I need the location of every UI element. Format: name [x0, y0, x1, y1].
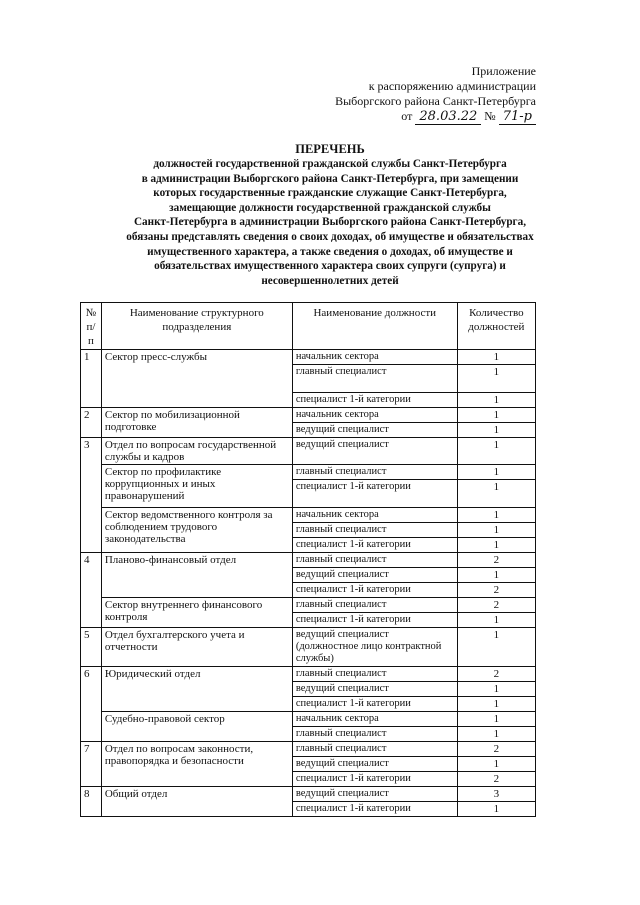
count-cell: 1 [457, 697, 535, 712]
table-row [81, 742, 536, 757]
table-row [81, 438, 536, 465]
row-number: 6 [81, 667, 102, 742]
count-cell: 1 [457, 802, 535, 817]
row-number: 4 [81, 553, 102, 628]
position-cell: главный специалист [292, 465, 457, 480]
count-cell: 1 [457, 682, 535, 697]
number-prefix: № [484, 109, 496, 123]
title-line: которых государственные гражданские служащие Санкт-Петербурга, [153, 187, 507, 200]
table-row [81, 408, 536, 423]
count-cell: 1 [457, 423, 535, 438]
position-cell: специалист 1-й категории [292, 538, 457, 553]
position-cell: ведущий специалист (должностное лицо контрактной службы) [292, 628, 457, 667]
unit-cell: Отдел по вопросам законности, правопорядка и безопасности [101, 742, 292, 787]
table-row [81, 712, 536, 727]
position-cell: главный специалист [292, 553, 457, 568]
count-cell: 1 [457, 508, 535, 523]
title-line: Санкт-Петербурга в администрации Выборгского района Санкт-Петербурга, [133, 216, 527, 229]
count-cell: 2 [457, 742, 535, 757]
table-header-row [81, 303, 536, 350]
position-cell: главный специалист [292, 598, 457, 613]
position-cell: главный специалист [292, 727, 457, 742]
row-number: 1 [81, 350, 102, 408]
handwritten-number: 71-р [499, 109, 536, 125]
count-cell: 1 [457, 438, 535, 465]
date-prefix: от [401, 109, 413, 123]
position-cell: ведущий специалист [292, 568, 457, 583]
title-line: замещающие должности государственной гражданской службы [169, 201, 491, 214]
position-cell: специалист 1-й категории [292, 480, 457, 508]
table-row [81, 508, 536, 523]
count-cell: 1 [457, 365, 535, 393]
count-cell: 1 [457, 568, 535, 583]
position-cell: главный специалист [292, 523, 457, 538]
count-cell: 1 [457, 538, 535, 553]
unit-cell: Общий отдел [101, 787, 292, 817]
table-row [81, 598, 536, 613]
count-cell: 2 [457, 598, 535, 613]
position-cell: ведущий специалист [292, 438, 457, 465]
title-heading: ПЕРЕЧЕНЬ [295, 142, 365, 156]
position-cell: специалист 1-й категории [292, 393, 457, 408]
unit-cell: Юридический отдел [101, 667, 292, 712]
title-line: обязаны представлять сведения о своих доходах, об имуществе и обязательствах [126, 230, 534, 243]
position-cell: ведущий специалист [292, 787, 457, 802]
unit-cell: Сектор по мобилизационной подготовке [101, 408, 292, 438]
title-line: в администрации Выборгского района Санкт-Петербурга, при замещении [141, 172, 519, 185]
positions-table [80, 302, 536, 817]
unit-cell: Отдел бухгалтерского учета и отчетности [101, 628, 292, 667]
position-cell: главный специалист [292, 667, 457, 682]
row-number: 8 [81, 787, 102, 817]
unit-cell: Сектор по профилактике коррупционных и иных правонарушений [101, 465, 292, 508]
unit-cell: Сектор внутреннего финансового контроля [101, 598, 292, 628]
count-cell: 1 [457, 465, 535, 480]
document-title [80, 141, 580, 288]
unit-cell: Сектор пресс-службы [101, 350, 292, 408]
count-cell: 1 [457, 757, 535, 772]
count-cell: 1 [457, 727, 535, 742]
position-cell: ведущий специалист [292, 757, 457, 772]
position-cell: начальник сектора [292, 350, 457, 365]
count-cell: 3 [457, 787, 535, 802]
count-cell: 1 [457, 408, 535, 423]
unit-cell: Отдел по вопросам государственной службы и кадров [101, 438, 292, 465]
row-number: 7 [81, 742, 102, 787]
position-cell: специалист 1-й категории [292, 802, 457, 817]
count-cell: 2 [457, 667, 535, 682]
position-cell: ведущий специалист [292, 682, 457, 697]
header-unit: Наименование структурного подразделения [101, 303, 292, 350]
count-cell: 1 [457, 523, 535, 538]
header-position: Наименование должности [292, 303, 457, 350]
count-cell: 1 [457, 350, 535, 365]
unit-cell: Сектор ведомственного контроля за соблюдением трудового законодательства [101, 508, 292, 553]
appendix-block [300, 64, 536, 124]
handwritten-date: 28.03.22 [415, 109, 481, 125]
count-cell: 1 [457, 480, 535, 508]
count-cell: 1 [457, 628, 535, 667]
row-number: 5 [81, 628, 102, 667]
header-count: Количество должностей [457, 303, 535, 350]
appendix-reference [300, 109, 536, 124]
title-line: несовершеннолетних детей [261, 274, 399, 287]
title-line: должностей государственной гражданской службы Санкт-Петербурга [153, 158, 507, 170]
title-line: обязательствах имущественного характера своих супруги (супруга) и [154, 260, 506, 273]
position-cell: главный специалист [292, 742, 457, 757]
position-cell: главный специалист [292, 365, 457, 393]
count-cell: 1 [457, 393, 535, 408]
position-cell: начальник сектора [292, 712, 457, 727]
position-cell: начальник сектора [292, 408, 457, 423]
table-row [81, 787, 536, 802]
position-cell: специалист 1-й категории [292, 697, 457, 712]
count-cell: 2 [457, 583, 535, 598]
appendix-line-3: Выборгского района Санкт-Петербурга [335, 94, 536, 108]
table-row [81, 350, 536, 365]
unit-cell: Судебно-правовой сектор [101, 712, 292, 742]
row-number: 2 [81, 408, 102, 438]
unit-cell: Планово-финансовый отдел [101, 553, 292, 598]
position-cell: ведущий специалист [292, 423, 457, 438]
appendix-line-2: к распоряжению администрации [368, 79, 536, 93]
count-cell: 2 [457, 772, 535, 787]
table-row [81, 667, 536, 682]
count-cell: 1 [457, 613, 535, 628]
table-row [81, 628, 536, 667]
header-num: № п/п [81, 303, 102, 350]
position-cell: специалист 1-й категории [292, 772, 457, 787]
table-row [81, 553, 536, 568]
table-row [81, 465, 536, 480]
row-number: 3 [81, 438, 102, 553]
position-cell: специалист 1-й категории [292, 613, 457, 628]
count-cell: 2 [457, 553, 535, 568]
position-cell: начальник сектора [292, 508, 457, 523]
appendix-line-1: Приложение [471, 64, 536, 78]
count-cell: 1 [457, 712, 535, 727]
title-line: имущественного характера, а также сведения о доходах, об имуществе и [147, 245, 513, 258]
position-cell: специалист 1-й категории [292, 583, 457, 598]
